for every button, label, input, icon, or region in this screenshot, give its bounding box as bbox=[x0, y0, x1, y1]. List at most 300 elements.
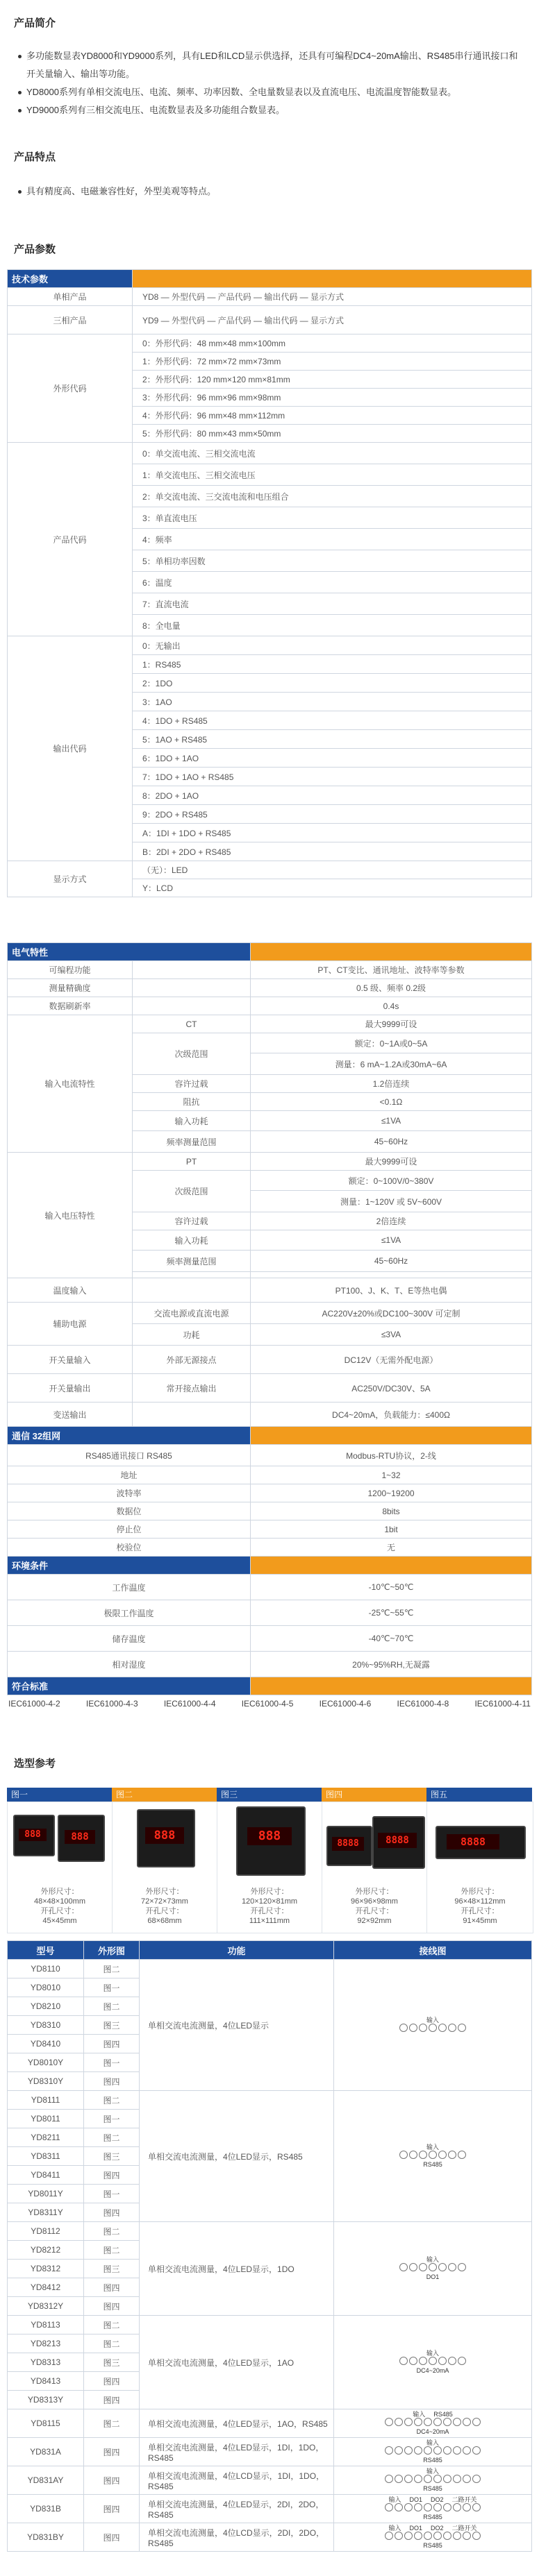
terminal-screw bbox=[429, 2263, 437, 2271]
three-value: YD9 — 外型代码 — 产品代码 — 输出代码 — 显示方式 bbox=[133, 306, 532, 334]
wiring-cell bbox=[334, 2409, 532, 2438]
model-row bbox=[8, 2523, 532, 2552]
wiring-label: RS485 bbox=[423, 2514, 442, 2520]
shape-cell: 图二 bbox=[84, 1960, 140, 1978]
wiring-diagram bbox=[385, 2439, 481, 2464]
env-value: -25℃~55℃ bbox=[251, 1600, 532, 1626]
output-item: 6：1DO + 1AO bbox=[133, 749, 532, 768]
terminal-screw bbox=[419, 2024, 427, 2032]
current-value: 测量：6 mA~1.2A或30mA~6A bbox=[251, 1053, 532, 1075]
model-row bbox=[8, 2222, 532, 2241]
transmit-value: DC4~20mA，负载能力：≤400Ω bbox=[251, 1403, 532, 1427]
wiring-label: RS485 bbox=[423, 2542, 442, 2549]
terminal-screw bbox=[472, 2503, 481, 2511]
caption-line: 开孔尺寸： bbox=[40, 1907, 79, 1915]
model-row bbox=[8, 2409, 532, 2438]
comm-header-bar bbox=[251, 1427, 532, 1445]
electrical-table bbox=[7, 942, 532, 1695]
wiring-label: DC4~20mA bbox=[416, 2428, 449, 2435]
figures-strip bbox=[7, 1788, 532, 1933]
standard-item: IEC61000-4-11 bbox=[474, 1699, 531, 1709]
meter-image bbox=[236, 1806, 306, 1876]
shape-cell: 图三 bbox=[84, 2016, 140, 2035]
caption-line: 开孔尺寸： bbox=[250, 1907, 289, 1915]
model-cell: YD8312 bbox=[8, 2260, 84, 2278]
standard-list bbox=[7, 1695, 532, 1712]
terminal-screw bbox=[404, 2503, 413, 2511]
current-sub: CT bbox=[133, 1015, 251, 1033]
func-cell: 单相交流电流测量，4位LED显示，1DO bbox=[140, 2222, 334, 2316]
model-table-wrap bbox=[7, 1940, 532, 2552]
caption-line: 外形尺寸： bbox=[250, 1888, 289, 1896]
terminal-screw bbox=[472, 2418, 481, 2426]
model-cell: YD8011 bbox=[8, 2110, 84, 2128]
model-cell: YD8115 bbox=[8, 2409, 84, 2438]
shape-cell: 图四 bbox=[84, 2523, 140, 2552]
product-item: 5：单相功率因数 bbox=[133, 550, 532, 572]
terminal-screw bbox=[424, 2418, 432, 2426]
voltage-label: 输入电压特性 bbox=[8, 1153, 133, 1278]
display-item: （无）：LED bbox=[133, 861, 532, 879]
model-table bbox=[7, 1940, 532, 2552]
model-cell: YD8113 bbox=[8, 2316, 84, 2334]
terminal-screw bbox=[399, 2151, 408, 2159]
current-sub: 输入功耗 bbox=[133, 1111, 251, 1131]
model-cell: YD8410 bbox=[8, 2035, 84, 2053]
shape-cell: 图四 bbox=[84, 2391, 140, 2409]
shape-cell: 图四 bbox=[84, 2495, 140, 2523]
wiring-cell bbox=[334, 2438, 532, 2466]
comm-value: Modbus-RTU协议，2-线 bbox=[251, 1445, 532, 1466]
output-item: 5：1AO + RS485 bbox=[133, 730, 532, 749]
shape-cell: 图二 bbox=[84, 2128, 140, 2147]
caption-line: 91×45mm bbox=[463, 1917, 497, 1925]
terminal-screw bbox=[399, 2024, 408, 2032]
wiring-bottom-labels bbox=[399, 2161, 466, 2168]
model-cell: YD8310 bbox=[8, 2016, 84, 2035]
wiring-cell bbox=[334, 2523, 532, 2552]
elec-label: 可编程功能 bbox=[8, 961, 133, 979]
env-label: 工作温度 bbox=[8, 1575, 251, 1600]
current-value: 最大9999可设 bbox=[251, 1015, 532, 1033]
func-cell: 单相交流电流测量，4位LCD显示，1DI，1DO，RS485 bbox=[140, 2466, 334, 2495]
wiring-label: DO1 bbox=[426, 2273, 440, 2280]
model-cell: YD8312Y bbox=[8, 2297, 84, 2316]
terminal-block bbox=[385, 2532, 481, 2540]
model-cell: YD8111 bbox=[8, 2091, 84, 2110]
output-item: B：2DI + 2DO + RS485 bbox=[133, 842, 532, 861]
standard-header-bar bbox=[251, 1677, 532, 1695]
env-header-bar bbox=[251, 1557, 532, 1575]
model-row bbox=[8, 2495, 532, 2523]
wiring-label: 输入 bbox=[426, 2256, 439, 2263]
elec-sub bbox=[133, 979, 251, 997]
electrical-header: 电气特性 bbox=[8, 943, 251, 961]
wiring-cell bbox=[334, 2091, 532, 2222]
terminal-screw bbox=[399, 2357, 408, 2365]
caption-line: 外形尺寸： bbox=[40, 1888, 79, 1896]
wiring-cell bbox=[334, 2222, 532, 2316]
terminal-screw bbox=[429, 2024, 437, 2032]
current-value: ≤1VA bbox=[251, 1111, 532, 1131]
terminal-screw bbox=[448, 2263, 456, 2271]
func-cell: 单相交流电流测量，4位LED显示，2DI，2DO，RS485 bbox=[140, 2495, 334, 2523]
caption-line: 开孔尺寸： bbox=[355, 1907, 394, 1915]
switch-out-value: AC250V/DC30V、5A bbox=[251, 1374, 532, 1403]
wiring-label: DC4~20mA bbox=[416, 2367, 449, 2374]
single-value: YD8 — 外型代码 — 产品代码 — 输出代码 — 显示方式 bbox=[133, 288, 532, 306]
intro-bullet: 多功能数显表YD8000和YD9000系列，具有LED和LCD显示供选择，还具有可编程DC4~20mA输出、RS485串行通讯接口和开关量输入、输出等功能。 bbox=[26, 47, 525, 83]
model-row bbox=[8, 2438, 532, 2466]
shape-cell: 图四 bbox=[84, 2035, 140, 2053]
electrical-header-bar bbox=[251, 943, 532, 961]
terminal-screw bbox=[472, 2532, 481, 2540]
env-value: -10℃~50℃ bbox=[251, 1575, 532, 1600]
func-cell: 单相交流电流测量，4位LCD显示，2DI，2DO，RS485 bbox=[140, 2523, 334, 2552]
wiring-label: 输入 bbox=[388, 2496, 401, 2503]
caption-line: 外形尺寸： bbox=[461, 1888, 499, 1896]
figure-tab: 图三 bbox=[217, 1788, 322, 1802]
terminal-screw bbox=[453, 2532, 461, 2540]
wiring-bottom-labels bbox=[399, 2367, 466, 2374]
meter-image bbox=[372, 1816, 425, 1869]
env-label: 相对湿度 bbox=[8, 1652, 251, 1677]
terminal-screw bbox=[458, 2263, 466, 2271]
standard-item: IEC61000-4-3 bbox=[85, 1699, 138, 1709]
voltage-spacer bbox=[251, 1272, 532, 1278]
meter-screen: 888 bbox=[247, 1827, 292, 1845]
terminal-screw bbox=[409, 2024, 417, 2032]
meter-image bbox=[13, 1815, 55, 1856]
terminal-block bbox=[385, 2475, 481, 2483]
transmit-sub bbox=[133, 1403, 251, 1427]
features-bullet: 具有精度高、电磁兼容性好，外型美观等特点。 bbox=[26, 183, 525, 201]
terminal-screw bbox=[414, 2418, 422, 2426]
terminal-screw bbox=[443, 2475, 451, 2483]
caption-line: 开孔尺寸： bbox=[145, 1907, 184, 1915]
standard-item: IEC61000-4-8 bbox=[397, 1699, 449, 1709]
wiring-label: DO2 bbox=[431, 2496, 444, 2503]
voltage-value: 45~60Hz bbox=[251, 1251, 532, 1272]
wiring-top-labels bbox=[385, 2439, 481, 2446]
caption-line: 96×96×98mm bbox=[351, 1897, 398, 1906]
comm-label: 停止位 bbox=[8, 1520, 251, 1539]
output-item: 7：1DO + 1AO + RS485 bbox=[133, 768, 532, 786]
func-col-header: 功能 bbox=[140, 1941, 334, 1960]
terminal-screw bbox=[404, 2418, 413, 2426]
standard-item: IEC61000-4-5 bbox=[241, 1699, 294, 1709]
model-cell: YD8310Y bbox=[8, 2072, 84, 2091]
terminal-screw bbox=[424, 2446, 432, 2455]
params-title: 产品参数 bbox=[14, 244, 56, 255]
terminal-screw bbox=[438, 2263, 447, 2271]
voltage-sub: 次级范围 bbox=[133, 1171, 251, 1212]
features-section bbox=[0, 149, 539, 201]
model-row bbox=[8, 2091, 532, 2110]
model-cell: YD831A bbox=[8, 2438, 84, 2466]
shape-cell: 图二 bbox=[84, 1997, 140, 2016]
wiring-label: DO1 bbox=[409, 2496, 422, 2503]
figure-2 bbox=[112, 1802, 217, 1933]
intro-section bbox=[0, 15, 539, 119]
figure-caption bbox=[427, 1887, 533, 1926]
wiring-label: 输入 bbox=[413, 2411, 426, 2418]
transmit-label: 变送输出 bbox=[8, 1403, 133, 1427]
model-row bbox=[8, 1960, 532, 1978]
terminal-screw bbox=[463, 2503, 471, 2511]
terminal-screw bbox=[385, 2475, 393, 2483]
figure-1 bbox=[7, 1802, 113, 1933]
caption-line: 45×45mm bbox=[42, 1917, 77, 1925]
voltage-value: 最大9999可设 bbox=[251, 1153, 532, 1171]
terminal-screw bbox=[438, 2024, 447, 2032]
comm-value: 8bits bbox=[251, 1502, 532, 1520]
env-label: 极限工作温度 bbox=[8, 1600, 251, 1626]
meter-image bbox=[436, 1826, 526, 1859]
aux-value: AC220V±20%或DC100~300V 可定制 bbox=[251, 1303, 532, 1324]
tech-header-bar bbox=[133, 270, 532, 288]
elec-sub bbox=[133, 997, 251, 1015]
elec-label: 数据刷新率 bbox=[8, 997, 133, 1015]
figure-tab: 图一 bbox=[7, 1788, 112, 1802]
caption-line: 开孔尺寸： bbox=[461, 1907, 499, 1915]
switch-in-sub: 外部无源接点 bbox=[133, 1346, 251, 1374]
three-label: 三相产品 bbox=[8, 306, 133, 334]
terminal-screw bbox=[409, 2357, 417, 2365]
caption-line: 外形尺寸： bbox=[145, 1888, 184, 1896]
terminal-screw bbox=[433, 2503, 442, 2511]
terminal-screw bbox=[453, 2503, 461, 2511]
product-item: 8：全电量 bbox=[133, 615, 532, 636]
env-label: 储存温度 bbox=[8, 1626, 251, 1652]
wiring-label: DO1 bbox=[409, 2525, 422, 2532]
terminal-screw bbox=[458, 2024, 466, 2032]
terminal-screw bbox=[453, 2446, 461, 2455]
terminal-screw bbox=[448, 2357, 456, 2365]
terminal-screw bbox=[395, 2418, 403, 2426]
terminal-screw bbox=[424, 2532, 432, 2540]
wiring-diagram bbox=[399, 2350, 466, 2374]
terminal-screw bbox=[472, 2475, 481, 2483]
terminal-screw bbox=[414, 2532, 422, 2540]
product-item: 4：频率 bbox=[133, 529, 532, 550]
comm-label: 数据位 bbox=[8, 1502, 251, 1520]
terminal-block bbox=[385, 2503, 481, 2511]
meter-image bbox=[326, 1826, 372, 1866]
product-label: 产品代码 bbox=[8, 443, 133, 636]
model-cell: YD8010Y bbox=[8, 2053, 84, 2072]
terminal-block bbox=[399, 2024, 466, 2032]
standard-item: IEC61000-4-4 bbox=[163, 1699, 216, 1709]
comm-label: RS485通讯接口 RS485 bbox=[8, 1445, 251, 1466]
current-value: <0.1Ω bbox=[251, 1093, 532, 1111]
output-item: 2：1DO bbox=[133, 674, 532, 693]
model-cell: YD8213 bbox=[8, 2334, 84, 2353]
terminal-screw bbox=[463, 2532, 471, 2540]
electrical-table-wrap bbox=[7, 942, 532, 1712]
shape-item: 2：外形代码：120 mm×120 mm×81mm bbox=[133, 371, 532, 389]
current-sub: 阻抗 bbox=[133, 1093, 251, 1111]
terminal-screw bbox=[433, 2475, 442, 2483]
figure-4 bbox=[322, 1802, 427, 1933]
wiring-cell bbox=[334, 2466, 532, 2495]
wiring-col-header: 接线图 bbox=[334, 1941, 532, 1960]
terminal-screw bbox=[433, 2418, 442, 2426]
comm-label: 校验位 bbox=[8, 1539, 251, 1557]
elec-value: 0.5 级、频率 0.2级 bbox=[251, 979, 532, 997]
wiring-label: RS485 bbox=[423, 2161, 442, 2168]
shape-cell: 图一 bbox=[84, 2053, 140, 2072]
shape-cell: 图四 bbox=[84, 2372, 140, 2391]
env-header: 环境条件 bbox=[8, 1557, 251, 1575]
features-bullets bbox=[0, 183, 539, 201]
voltage-value: 额定：0~100V/0~380V bbox=[251, 1171, 532, 1191]
wiring-label: RS485 bbox=[423, 2457, 442, 2464]
terminal-screw bbox=[443, 2532, 451, 2540]
comm-label: 波特率 bbox=[8, 1484, 251, 1502]
model-row bbox=[8, 2466, 532, 2495]
terminal-screw bbox=[433, 2446, 442, 2455]
shape-col-header: 外形图 bbox=[84, 1941, 140, 1960]
switch-in-label: 开关量输入 bbox=[8, 1346, 133, 1374]
output-item: 3：1AO bbox=[133, 693, 532, 711]
wiring-label: 输入 bbox=[388, 2525, 401, 2532]
terminal-screw bbox=[385, 2446, 393, 2455]
terminal-block bbox=[385, 2418, 481, 2426]
shape-item: 1：外形代码：72 mm×72 mm×73mm bbox=[133, 353, 532, 371]
current-value: 额定：0~1A或0~5A bbox=[251, 1033, 532, 1053]
terminal-screw bbox=[409, 2263, 417, 2271]
intro-bullet: YD9000系列有三相交流电压、电流数显表及多功能组合数显表。 bbox=[26, 101, 525, 119]
terminal-screw bbox=[404, 2446, 413, 2455]
meter-screen: 888 bbox=[65, 1830, 95, 1844]
wiring-bottom-labels bbox=[385, 2428, 481, 2435]
shape-cell: 图二 bbox=[84, 2222, 140, 2241]
model-cell: YD8210 bbox=[8, 1997, 84, 2016]
comm-value: 无 bbox=[251, 1539, 532, 1557]
output-item: A：1DI + 1DO + RS485 bbox=[133, 824, 532, 842]
tech-table-wrap bbox=[7, 269, 532, 897]
terminal-screw bbox=[433, 2532, 442, 2540]
product-item: 3：单直流电压 bbox=[133, 507, 532, 529]
terminal-block bbox=[385, 2446, 481, 2455]
model-cell: YD8010 bbox=[8, 1978, 84, 1997]
intro-bullet: YD8000系列有单相交流电压、电流、频率、功率因数、全电量数显表以及直流电压、电流温度智能数显表。 bbox=[26, 83, 525, 101]
elec-sub bbox=[133, 961, 251, 979]
caption-line: 111×111mm bbox=[249, 1917, 290, 1925]
wiring-cell bbox=[334, 2495, 532, 2523]
wiring-label: RS485 bbox=[423, 2485, 442, 2492]
wiring-top-labels bbox=[384, 2525, 481, 2532]
comm-header: 通信 32组网 bbox=[8, 1427, 251, 1445]
wiring-label: 输入 bbox=[426, 2468, 439, 2475]
wiring-label: 输入 bbox=[426, 2439, 439, 2446]
wiring-top-labels bbox=[399, 2017, 466, 2024]
temp-sub bbox=[133, 1278, 251, 1303]
shape-label: 外形代码 bbox=[8, 334, 133, 443]
wiring-bottom-labels bbox=[384, 2514, 481, 2520]
shape-cell: 图一 bbox=[84, 2185, 140, 2203]
figure-caption bbox=[217, 1887, 322, 1926]
temp-label: 温度输入 bbox=[8, 1278, 133, 1303]
terminal-screw bbox=[438, 2357, 447, 2365]
single-label: 单相产品 bbox=[8, 288, 133, 306]
model-cell: YD831AY bbox=[8, 2466, 84, 2495]
terminal-screw bbox=[395, 2446, 403, 2455]
shape-cell: 图四 bbox=[84, 2438, 140, 2466]
current-label: 输入电流特性 bbox=[8, 1015, 133, 1153]
model-cell: YD831B bbox=[8, 2495, 84, 2523]
aux-sub: 交流电源或直流电源 bbox=[133, 1303, 251, 1324]
func-cell: 单相交流电流测量，4位LED显示 bbox=[140, 1960, 334, 2091]
terminal-screw bbox=[443, 2446, 451, 2455]
wiring-top-labels bbox=[399, 2350, 466, 2357]
shape-cell: 图二 bbox=[84, 2409, 140, 2438]
terminal-screw bbox=[463, 2475, 471, 2483]
selection-title: 选型参考 bbox=[14, 1758, 56, 1770]
terminal-screw bbox=[448, 2151, 456, 2159]
terminal-screw bbox=[448, 2024, 456, 2032]
wiring-label: 二路开关 bbox=[451, 2525, 477, 2532]
output-item: 9：2DO + RS485 bbox=[133, 805, 532, 824]
terminal-screw bbox=[385, 2418, 393, 2426]
shape-cell: 图四 bbox=[84, 2278, 140, 2297]
switch-out-sub: 常开接点输出 bbox=[133, 1374, 251, 1403]
aux-sub: 功耗 bbox=[133, 1324, 251, 1346]
shape-cell: 图四 bbox=[84, 2166, 140, 2185]
current-value: 45~60Hz bbox=[251, 1131, 532, 1153]
env-value: -40℃~70℃ bbox=[251, 1626, 532, 1652]
figure-caption bbox=[8, 1887, 112, 1926]
terminal-screw bbox=[472, 2446, 481, 2455]
terminal-screw bbox=[463, 2418, 471, 2426]
wiring-cell bbox=[334, 2316, 532, 2409]
shape-cell: 图三 bbox=[84, 2353, 140, 2372]
terminal-screw bbox=[395, 2532, 403, 2540]
output-item: 1：RS485 bbox=[133, 655, 532, 674]
wiring-bottom-labels bbox=[399, 2273, 466, 2280]
product-item: 0：单交流电流、三相交流电流 bbox=[133, 443, 532, 464]
terminal-screw bbox=[409, 2151, 417, 2159]
product-item: 1：单交流电压、三相交流电压 bbox=[133, 464, 532, 486]
wiring-diagram bbox=[385, 2411, 481, 2435]
shape-cell: 图四 bbox=[84, 2466, 140, 2495]
wiring-top-labels bbox=[384, 2496, 481, 2503]
figure-caption bbox=[113, 1887, 217, 1926]
terminal-screw bbox=[419, 2263, 427, 2271]
terminal-screw bbox=[414, 2503, 422, 2511]
wiring-cell bbox=[334, 1960, 532, 2091]
shape-cell: 图三 bbox=[84, 2147, 140, 2166]
terminal-screw bbox=[385, 2532, 393, 2540]
current-sub: 容许过载 bbox=[133, 1075, 251, 1093]
elec-value: 0.4s bbox=[251, 997, 532, 1015]
output-label: 输出代码 bbox=[8, 636, 133, 861]
meter-screen: 8888 bbox=[447, 1834, 499, 1849]
voltage-sub: 频率测量范围 bbox=[133, 1251, 251, 1272]
current-value: 1.2倍连续 bbox=[251, 1075, 532, 1093]
wiring-top-labels bbox=[385, 2468, 481, 2475]
terminal-screw bbox=[453, 2475, 461, 2483]
shape-item: 4：外形代码：96 mm×48 mm×112mm bbox=[133, 407, 532, 425]
figure-5 bbox=[426, 1802, 533, 1933]
terminal-screw bbox=[429, 2357, 437, 2365]
shape-cell: 图二 bbox=[84, 2091, 140, 2110]
model-cell: YD8311Y bbox=[8, 2203, 84, 2222]
switch-in-value: DC12V（无需外配电源） bbox=[251, 1346, 532, 1374]
model-cell: YD8411 bbox=[8, 2166, 84, 2185]
standard-header: 符合标准 bbox=[8, 1677, 251, 1695]
